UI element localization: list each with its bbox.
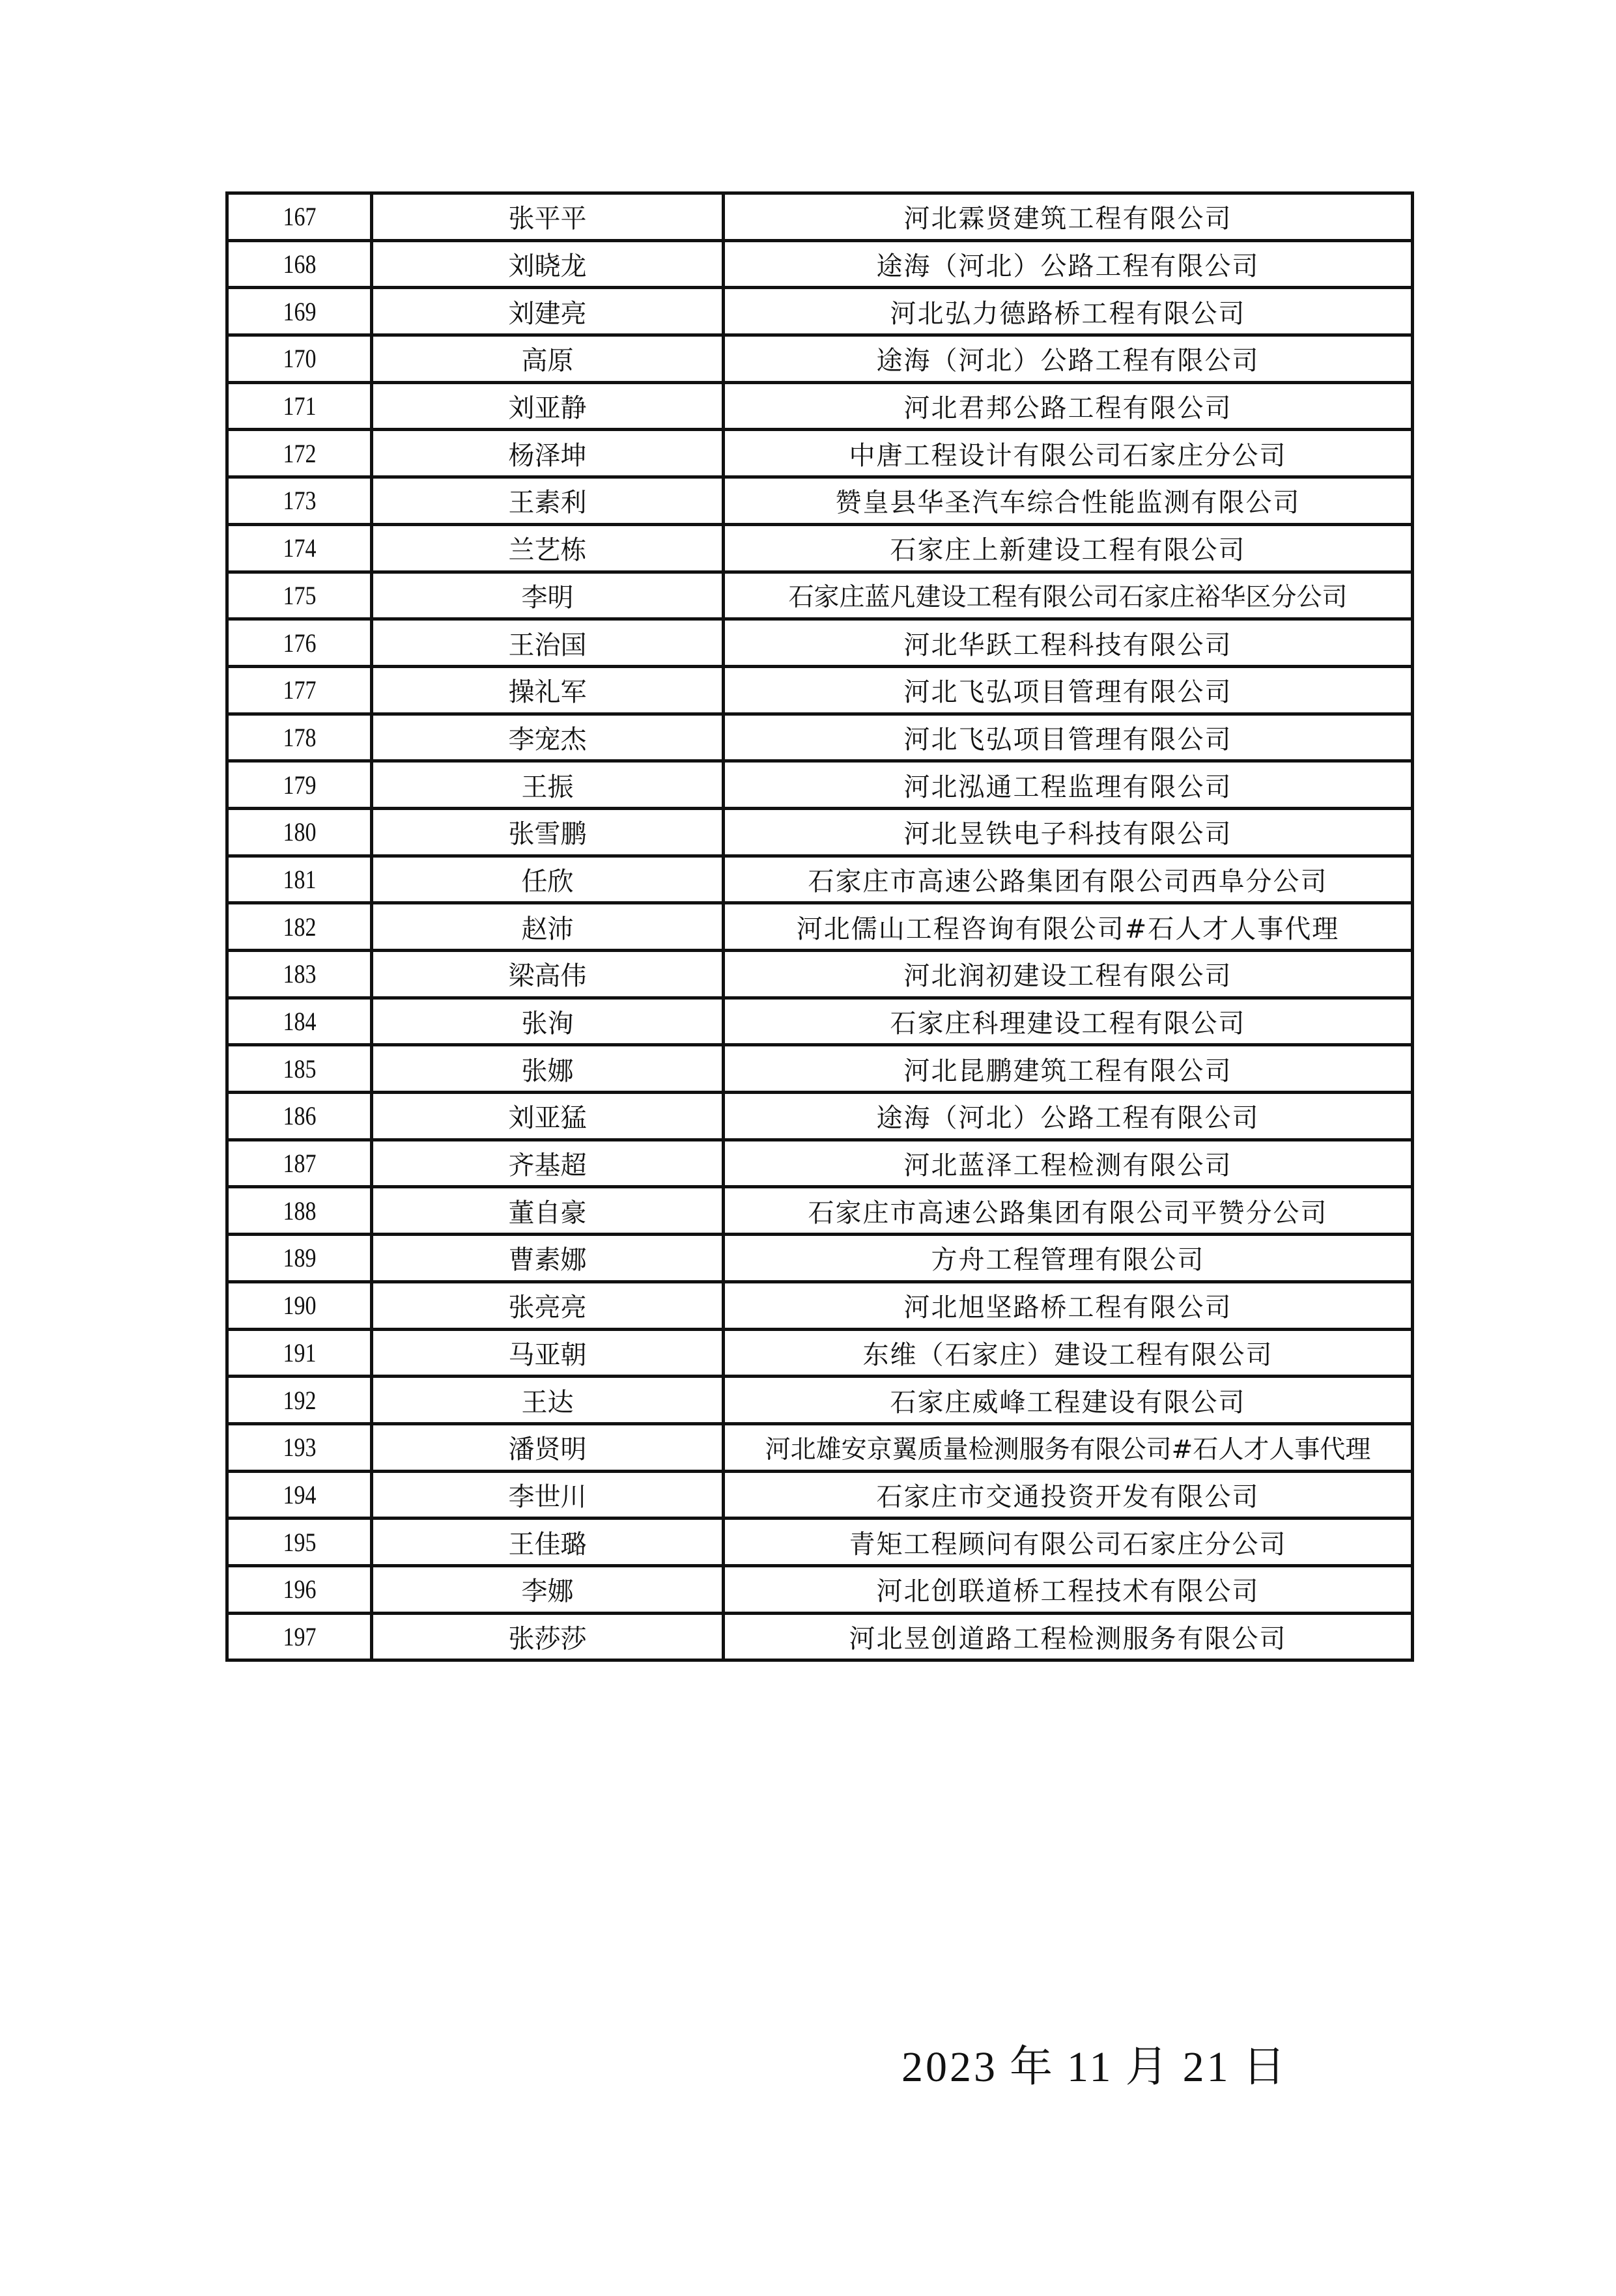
cell-number-text: 173 — [283, 486, 316, 516]
date-month: 11 — [1067, 2043, 1114, 2091]
cell-organization-text: 河北飞弘项目管理有限公司 — [903, 677, 1232, 708]
cell-name-text: 王达 — [521, 1387, 574, 1418]
cell-number-text: 178 — [283, 722, 316, 752]
cell-name-text: 李宠杰 — [508, 724, 587, 755]
cell-organization — [724, 808, 1413, 856]
cell-organization-text: 河北君邦公路工程有限公司 — [903, 393, 1232, 424]
cell-number — [227, 1519, 372, 1566]
cell-number-text: 188 — [283, 1196, 316, 1225]
cell-name — [372, 524, 724, 572]
table-row — [227, 1329, 1413, 1377]
cell-organization — [724, 477, 1413, 525]
table-row — [227, 477, 1413, 525]
cell-number — [227, 1423, 372, 1471]
cell-name — [372, 666, 724, 714]
cell-organization — [724, 1613, 1413, 1660]
cell-name-text: 王佳璐 — [508, 1529, 587, 1560]
table-row — [227, 1235, 1413, 1282]
cell-organization-text: 河北泓通工程监理有限公司 — [903, 772, 1232, 802]
cell-organization-text: 河北润初建设工程有限公司 — [903, 961, 1232, 992]
table-row — [227, 1613, 1413, 1660]
table-body — [227, 193, 1413, 1660]
cell-organization-text: 途海（河北）公路工程有限公司 — [876, 346, 1260, 376]
cell-number — [227, 1093, 372, 1140]
cell-name — [372, 1519, 724, 1566]
cell-name — [372, 1565, 724, 1613]
cell-organization-text: 河北蓝泽工程检测有限公司 — [903, 1151, 1232, 1181]
cell-name-text: 梁高伟 — [508, 961, 587, 992]
cell-number-text: 167 — [283, 202, 316, 232]
cell-number — [227, 1235, 372, 1282]
cell-organization-text: 河北雄安京翼质量检测服务有限公司#石人才人事代理 — [765, 1435, 1371, 1464]
cell-number-text: 185 — [283, 1054, 316, 1084]
table-row — [227, 903, 1413, 951]
table-row — [227, 1045, 1413, 1093]
cell-organization — [724, 288, 1413, 335]
cell-organization — [724, 1235, 1413, 1282]
cell-name — [372, 1187, 724, 1235]
cell-number — [227, 1613, 372, 1660]
date-year-unit: 年 — [1010, 2043, 1055, 2091]
table-row — [227, 1519, 1413, 1566]
cell-organization — [724, 1423, 1413, 1471]
cell-number-text: 179 — [283, 770, 316, 800]
cell-number-text: 181 — [283, 864, 316, 894]
cell-organization-text: 石家庄市高速公路集团有限公司西阜分公司 — [808, 866, 1328, 897]
table-row — [227, 808, 1413, 856]
cell-number — [227, 1377, 372, 1424]
cell-organization-text: 石家庄市交通投资开发有限公司 — [876, 1481, 1260, 1512]
cell-organization — [724, 1187, 1413, 1235]
date-year: 2023 — [901, 2043, 998, 2091]
cell-organization-text: 石家庄上新建设工程有限公司 — [890, 535, 1246, 566]
cell-name — [372, 335, 724, 383]
personnel-table — [225, 191, 1414, 1662]
cell-number-text: 189 — [283, 1243, 316, 1273]
date-day-unit: 日 — [1242, 2043, 1288, 2091]
cell-number-text: 175 — [283, 580, 316, 610]
cell-organization-text: 石家庄威峰工程建设有限公司 — [890, 1387, 1246, 1418]
cell-number — [227, 524, 372, 572]
cell-number — [227, 761, 372, 809]
cell-number — [227, 903, 372, 951]
cell-organization-text: 石家庄市高速公路集团有限公司平赞分公司 — [808, 1197, 1328, 1228]
cell-organization — [724, 193, 1413, 241]
cell-organization-text: 东维（石家庄）建设工程有限公司 — [862, 1339, 1273, 1370]
cell-number-text: 177 — [283, 675, 316, 705]
cell-name-text: 操礼军 — [508, 677, 587, 708]
date-month-unit: 月 — [1125, 2043, 1171, 2091]
table-row — [227, 430, 1413, 477]
cell-name — [372, 1377, 724, 1424]
cell-organization-text: 方舟工程管理有限公司 — [931, 1245, 1205, 1276]
document-date — [901, 2032, 1300, 2093]
cell-name-text: 齐基超 — [508, 1151, 587, 1181]
cell-organization-text: 河北昱创道路工程检测服务有限公司 — [849, 1623, 1287, 1654]
cell-name-text: 董自豪 — [508, 1197, 587, 1228]
cell-number-text: 170 — [283, 344, 316, 374]
cell-name-text: 李世川 — [508, 1481, 587, 1512]
cell-number — [227, 666, 372, 714]
cell-number — [227, 1140, 372, 1187]
cell-name — [372, 951, 724, 998]
table-row — [227, 572, 1413, 619]
cell-name-text: 李明 — [521, 582, 574, 613]
cell-number — [227, 572, 372, 619]
cell-name — [372, 1140, 724, 1187]
table-row — [227, 951, 1413, 998]
cell-organization — [724, 761, 1413, 809]
cell-name — [372, 1235, 724, 1282]
cell-number — [227, 1329, 372, 1377]
cell-organization — [724, 1519, 1413, 1566]
cell-organization — [724, 903, 1413, 951]
cell-number — [227, 998, 372, 1045]
cell-organization-text: 河北飞弘项目管理有限公司 — [903, 724, 1232, 755]
cell-organization-text: 河北霖贤建筑工程有限公司 — [903, 204, 1232, 234]
cell-name-text: 张洵 — [521, 1009, 574, 1039]
cell-number-text: 171 — [283, 391, 316, 421]
cell-name-text: 张亮亮 — [508, 1293, 587, 1323]
cell-name-text: 杨泽坤 — [508, 440, 587, 471]
cell-number-text: 194 — [283, 1479, 316, 1509]
cell-organization-text: 河北旭坚路桥工程有限公司 — [903, 1293, 1232, 1323]
table-row — [227, 1281, 1413, 1329]
cell-organization — [724, 1471, 1413, 1519]
table-row — [227, 1423, 1413, 1471]
cell-name — [372, 193, 724, 241]
table-row — [227, 1187, 1413, 1235]
table-row — [227, 335, 1413, 383]
cell-name-text: 刘建亮 — [508, 298, 587, 329]
cell-name-text: 李娜 — [521, 1576, 574, 1607]
cell-organization — [724, 951, 1413, 998]
cell-number-text: 196 — [283, 1575, 316, 1604]
table-row — [227, 998, 1413, 1045]
cell-organization — [724, 714, 1413, 761]
cell-name — [372, 477, 724, 525]
cell-name — [372, 714, 724, 761]
cell-number — [227, 288, 372, 335]
table-row — [227, 1471, 1413, 1519]
cell-name — [372, 288, 724, 335]
cell-number — [227, 1471, 372, 1519]
cell-number-text: 195 — [283, 1527, 316, 1557]
cell-number-text: 182 — [283, 912, 316, 942]
cell-name — [372, 856, 724, 903]
cell-number — [227, 1045, 372, 1093]
cell-name — [372, 998, 724, 1045]
cell-organization-text: 青矩工程顾问有限公司石家庄分公司 — [849, 1529, 1287, 1560]
cell-organization-text: 中唐工程设计有限公司石家庄分公司 — [849, 440, 1287, 471]
cell-organization-text: 河北儒山工程咨询有限公司#石人才人事代理 — [796, 914, 1340, 944]
cell-number-text: 193 — [283, 1433, 316, 1463]
cell-name-text: 刘晓龙 — [508, 251, 587, 282]
table-row — [227, 1093, 1413, 1140]
cell-organization — [724, 856, 1413, 903]
cell-organization — [724, 240, 1413, 288]
cell-number-text: 183 — [283, 959, 316, 989]
cell-number-text: 180 — [283, 817, 316, 847]
table-row — [227, 1140, 1413, 1187]
cell-name-text: 张莎莎 — [508, 1623, 587, 1654]
cell-organization — [724, 1140, 1413, 1187]
cell-number-text: 176 — [283, 628, 316, 658]
cell-number — [227, 856, 372, 903]
cell-name — [372, 1471, 724, 1519]
cell-number-text: 184 — [283, 1007, 316, 1037]
cell-name-text: 马亚朝 — [508, 1339, 587, 1370]
cell-organization — [724, 572, 1413, 619]
table-row — [227, 524, 1413, 572]
cell-number — [227, 619, 372, 667]
cell-name — [372, 903, 724, 951]
cell-name-text: 王振 — [521, 772, 574, 802]
cell-name — [372, 1093, 724, 1140]
cell-number-text: 187 — [283, 1149, 316, 1179]
cell-organization — [724, 1377, 1413, 1424]
cell-name-text: 王素利 — [508, 488, 587, 518]
cell-number — [227, 382, 372, 430]
table-row — [227, 240, 1413, 288]
cell-organization — [724, 998, 1413, 1045]
cell-organization-text: 石家庄蓝凡建设工程有限公司石家庄裕华区分公司 — [788, 583, 1348, 613]
cell-organization-text: 河北华跃工程科技有限公司 — [903, 630, 1232, 660]
cell-number — [227, 714, 372, 761]
table-row — [227, 1377, 1413, 1424]
cell-name-text: 曹素娜 — [508, 1245, 587, 1276]
cell-name-text: 王治国 — [508, 630, 587, 660]
cell-organization — [724, 1329, 1413, 1377]
cell-number-text: 197 — [283, 1621, 316, 1651]
cell-name-text: 潘贤明 — [508, 1435, 587, 1465]
cell-name-text: 任欣 — [521, 866, 574, 897]
table-row — [227, 1565, 1413, 1613]
cell-organization — [724, 382, 1413, 430]
cell-name — [372, 382, 724, 430]
cell-name-text: 刘亚猛 — [508, 1103, 587, 1134]
cell-organization — [724, 524, 1413, 572]
cell-number — [227, 1187, 372, 1235]
table-row — [227, 619, 1413, 667]
cell-organization-text: 赞皇县华圣汽车综合性能监测有限公司 — [835, 488, 1301, 518]
cell-organization — [724, 1565, 1413, 1613]
cell-organization — [724, 1281, 1413, 1329]
cell-organization-text: 途海（河北）公路工程有限公司 — [876, 1103, 1260, 1134]
cell-organization-text: 河北创联道桥工程技术有限公司 — [876, 1576, 1260, 1607]
cell-number-text: 186 — [283, 1101, 316, 1131]
cell-number — [227, 808, 372, 856]
cell-name-text: 兰艺栋 — [508, 535, 587, 566]
cell-organization — [724, 1093, 1413, 1140]
cell-organization-text: 途海（河北）公路工程有限公司 — [876, 251, 1260, 282]
cell-name — [372, 1281, 724, 1329]
table-row — [227, 714, 1413, 761]
cell-name-text: 高原 — [521, 346, 574, 376]
table-row — [227, 666, 1413, 714]
cell-name — [372, 1613, 724, 1660]
cell-name — [372, 808, 724, 856]
cell-name — [372, 1423, 724, 1471]
table-row — [227, 193, 1413, 241]
cell-organization-text: 河北昆鹏建筑工程有限公司 — [903, 1056, 1232, 1086]
cell-number-text: 172 — [283, 438, 316, 468]
cell-name-text: 张雪鹏 — [508, 819, 587, 850]
cell-name — [372, 1045, 724, 1093]
cell-name — [372, 430, 724, 477]
cell-number-text: 168 — [283, 249, 316, 279]
table-row — [227, 382, 1413, 430]
cell-number — [227, 951, 372, 998]
cell-organization — [724, 335, 1413, 383]
cell-organization-text: 石家庄科理建设工程有限公司 — [890, 1009, 1246, 1039]
cell-name — [372, 1329, 724, 1377]
cell-number — [227, 193, 372, 241]
table-row — [227, 761, 1413, 809]
cell-name-text: 赵沛 — [521, 914, 574, 944]
cell-name-text: 张娜 — [521, 1056, 574, 1086]
cell-organization — [724, 619, 1413, 667]
cell-number-text: 169 — [283, 296, 316, 326]
cell-organization — [724, 430, 1413, 477]
cell-organization-text: 河北弘力德路桥工程有限公司 — [890, 298, 1246, 329]
cell-name — [372, 761, 724, 809]
cell-number-text: 190 — [283, 1291, 316, 1321]
cell-number — [227, 430, 372, 477]
cell-number — [227, 1281, 372, 1329]
cell-organization — [724, 666, 1413, 714]
cell-organization — [724, 1045, 1413, 1093]
cell-name-text: 刘亚静 — [508, 393, 587, 424]
cell-name — [372, 240, 724, 288]
cell-number — [227, 477, 372, 525]
cell-name — [372, 572, 724, 619]
date-day: 21 — [1182, 2043, 1231, 2091]
cell-number-text: 174 — [283, 533, 316, 563]
cell-number-text: 191 — [283, 1337, 316, 1367]
table-row — [227, 288, 1413, 335]
cell-name-text: 张平平 — [508, 204, 587, 234]
cell-number — [227, 240, 372, 288]
cell-organization-text: 河北昱铁电子科技有限公司 — [903, 819, 1232, 850]
cell-number-text: 192 — [283, 1385, 316, 1415]
cell-number — [227, 1565, 372, 1613]
cell-name — [372, 619, 724, 667]
cell-number — [227, 335, 372, 383]
table-row — [227, 856, 1413, 903]
